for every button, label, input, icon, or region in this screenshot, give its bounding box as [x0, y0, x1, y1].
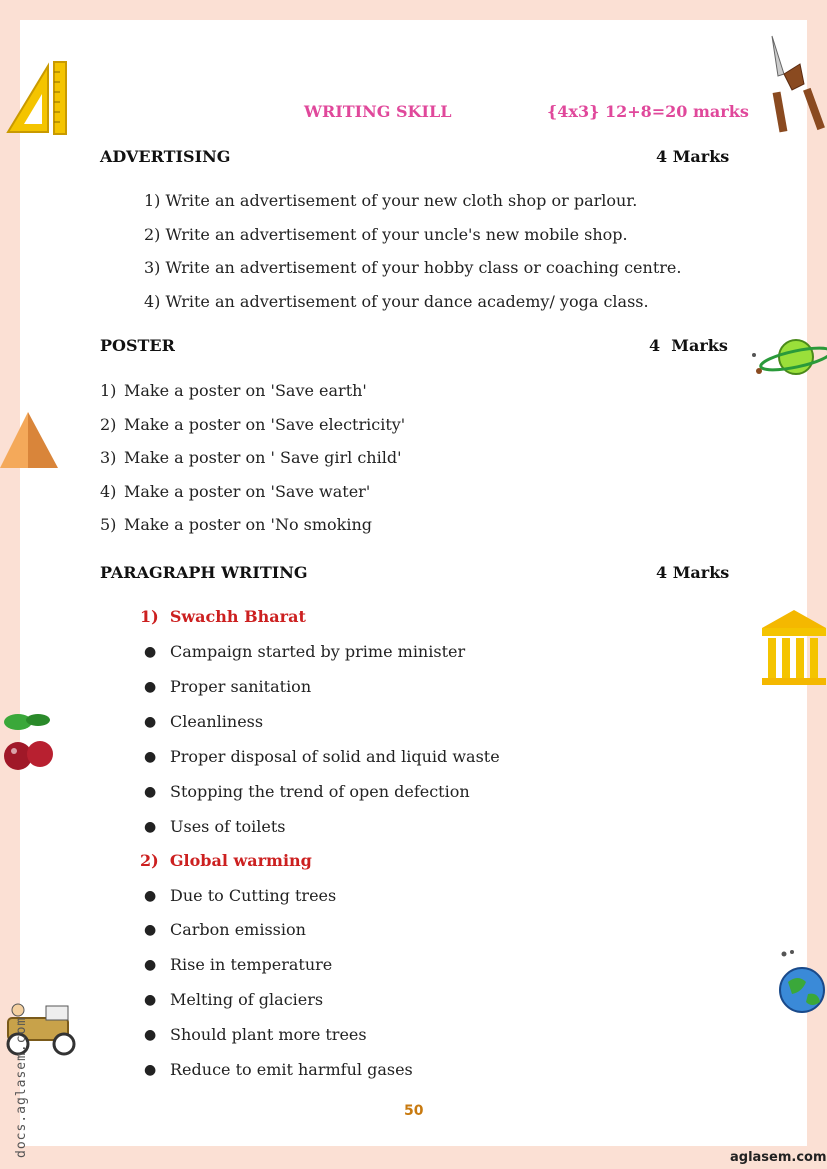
advertising-item: 2) Write an advertisement of your uncle's new mobile shop.	[144, 225, 628, 244]
topic-point: Due to Cutting trees	[170, 886, 337, 905]
pyramid-icon	[0, 410, 58, 470]
bullet-icon: ●	[144, 992, 157, 1008]
poster-item: Make a poster on 'Save water'	[124, 482, 371, 501]
advertising-heading: ADVERTISING	[100, 147, 231, 166]
vintage-car-icon	[0, 1000, 84, 1058]
poster-item-number: 4)	[100, 482, 117, 501]
saturn-planet-icon	[752, 335, 827, 383]
topic-point: Carbon emission	[170, 920, 306, 939]
advertising-item: 4) Write an advertisement of your dance academy/ yoga class.	[144, 292, 649, 311]
topic-point: Proper sanitation	[170, 677, 312, 696]
section-title: WRITING SKILL	[304, 102, 452, 121]
advertising-marks: 4 Marks	[656, 147, 730, 166]
poster-item: Make a poster on 'Save electricity'	[124, 415, 406, 434]
topic-title: 1) Swachh Bharat	[140, 607, 306, 626]
topic-point: Uses of toilets	[170, 817, 286, 836]
cherries-icon	[0, 708, 60, 780]
topic-point: Should plant more trees	[170, 1025, 367, 1044]
watermark: docs.aglasem.com	[14, 1016, 29, 1158]
poster-item-number: 3)	[100, 448, 117, 467]
bullet-icon: ●	[144, 784, 157, 800]
bullet-icon: ●	[144, 749, 157, 765]
bullet-icon: ●	[144, 679, 157, 695]
page-number: 50	[404, 1103, 424, 1119]
poster-item: Make a poster on 'Save earth'	[124, 381, 367, 400]
brand-label: aglasem.com	[730, 1150, 827, 1165]
ruler-set-square-icon	[4, 60, 68, 136]
temple-columns-icon	[760, 608, 827, 686]
topic-point: Melting of glaciers	[170, 990, 324, 1009]
bullet-icon: ●	[144, 922, 157, 938]
bullet-icon: ●	[144, 1062, 157, 1078]
total-marks: {4x3} 12+8=20 marks	[547, 102, 749, 121]
poster-item-number: 5)	[100, 515, 117, 534]
poster-item: Make a poster on 'No smoking	[124, 515, 373, 534]
earth-globe-icon	[778, 948, 827, 1018]
bullet-icon: ●	[144, 888, 157, 904]
advertising-item: 1) Write an advertisement of your new cloth shop or parlour.	[144, 191, 638, 210]
bullet-icon: ●	[144, 957, 157, 973]
garden-shears-icon	[764, 34, 826, 134]
topic-point: Rise in temperature	[170, 955, 333, 974]
topic-point: Cleanliness	[170, 712, 264, 731]
paragraph-marks: 4 Marks	[656, 563, 730, 582]
topic-point: Reduce to emit harmful gases	[170, 1060, 413, 1079]
bullet-icon: ●	[144, 714, 157, 730]
topic-point: Campaign started by prime minister	[170, 642, 466, 661]
topic-title: 2) Global warming	[140, 851, 312, 870]
bullet-icon: ●	[144, 819, 157, 835]
poster-item-number: 2)	[100, 415, 117, 434]
topic-point: Stopping the trend of open defection	[170, 782, 470, 801]
bullet-icon: ●	[144, 1027, 157, 1043]
advertising-item: 3) Write an advertisement of your hobby class or coaching centre.	[144, 258, 682, 277]
poster-marks: 4 Marks	[649, 336, 728, 355]
poster-item-number: 1)	[100, 381, 117, 400]
poster-heading: POSTER	[100, 336, 175, 355]
paragraph-heading: PARAGRAPH WRITING	[100, 563, 308, 582]
poster-item: Make a poster on ' Save girl child'	[124, 448, 402, 467]
bullet-icon: ●	[144, 644, 157, 660]
page-sheet	[20, 20, 807, 1146]
topic-point: Proper disposal of solid and liquid waste	[170, 747, 500, 766]
